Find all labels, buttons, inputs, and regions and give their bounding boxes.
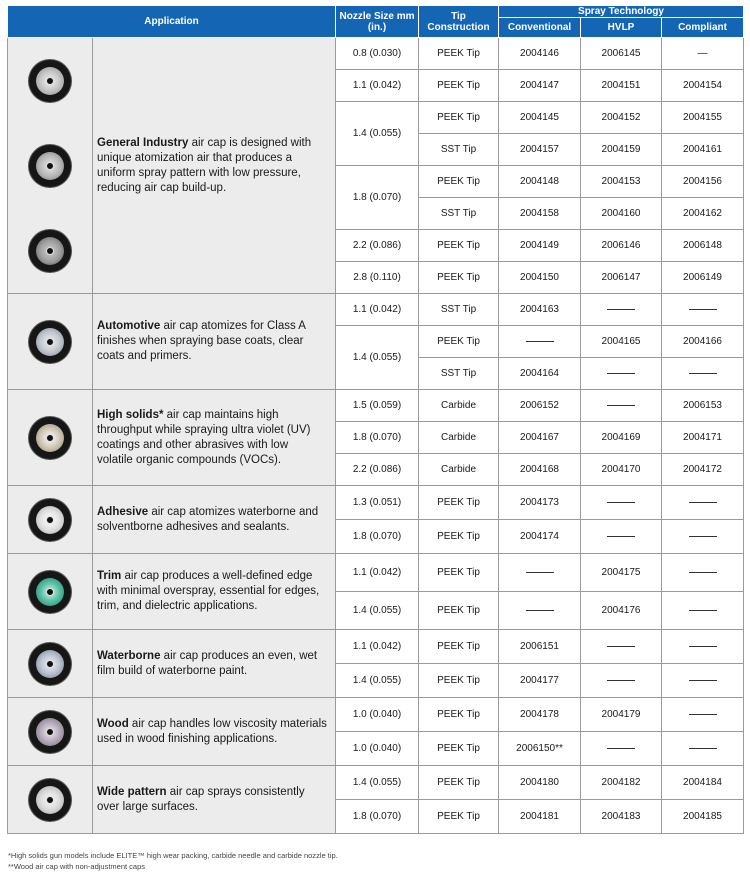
compliant-part-cell: 2004155	[662, 102, 744, 134]
compliant-part-cell	[662, 486, 744, 520]
tip-construction-cell: SST Tip	[419, 294, 499, 326]
air-cap-images	[8, 390, 93, 486]
conventional-part-cell: 2004150	[499, 262, 581, 294]
application-text: air cap is designed with unique atomization air that produces a uniform spray pattern with low pressure, reducing air cap build-up.	[97, 136, 312, 194]
application-name: Waterborne	[97, 649, 161, 662]
no-part-dash	[689, 373, 717, 374]
hvlp-part-cell: 2004160	[581, 198, 662, 230]
compliant-part-cell: —	[662, 38, 744, 70]
no-part-dash	[607, 680, 635, 681]
nozzle-size-cell: 1.8 (0.070)	[336, 422, 419, 454]
nozzle-size-cell: 1.1 (0.042)	[336, 630, 419, 664]
compliant-part-cell	[662, 520, 744, 554]
application-text: air cap atomizes waterborne and solventborne adhesives and sealants.	[97, 505, 319, 533]
no-part-dash	[607, 536, 635, 537]
conventional-part-cell: 2004178	[499, 698, 581, 732]
compliant-part-cell: 2006149	[662, 262, 744, 294]
nozzle-size-cell: 1.1 (0.042)	[336, 554, 419, 592]
application-name: Trim	[97, 570, 122, 582]
table-row	[8, 390, 744, 422]
no-part-dash	[607, 309, 635, 310]
compliant-part-cell: 2004162	[662, 198, 744, 230]
hvlp-part-cell: 2006147	[581, 262, 662, 294]
wood-cap-icon	[29, 711, 71, 753]
no-part-dash	[689, 680, 717, 681]
conventional-part-cell: 2004147	[499, 70, 581, 102]
nozzle-size-cell: 1.8 (0.070)	[336, 800, 419, 834]
no-part-dash	[526, 341, 554, 342]
compliant-part-cell: 2004184	[662, 766, 744, 800]
application-name: Adhesive	[97, 505, 149, 518]
footnotes	[8, 850, 338, 872]
no-part-dash	[689, 748, 717, 749]
no-part-dash	[689, 610, 717, 611]
header-tip-construction: Tip Construction	[419, 6, 499, 38]
table-row	[8, 554, 744, 592]
tip-construction-cell: PEEK Tip	[419, 230, 499, 262]
hvlp-part-cell	[581, 390, 662, 422]
general-industry-slotted-cap-icon	[29, 230, 71, 272]
no-part-dash	[526, 610, 554, 611]
general-industry-cap-icon	[29, 60, 71, 102]
tip-construction-cell: PEEK Tip	[419, 262, 499, 294]
header-spray-technology: Spray Technology	[499, 6, 744, 18]
air-cap-images	[8, 486, 93, 554]
conventional-part-cell: 2004158	[499, 198, 581, 230]
header-application: Application	[8, 6, 336, 38]
application-description	[93, 630, 336, 698]
tip-construction-cell: Carbide	[419, 454, 499, 486]
application-text: air cap sprays consistently over large surfaces.	[97, 785, 305, 813]
conventional-part-cell: 2004167	[499, 422, 581, 454]
hvlp-part-cell	[581, 520, 662, 554]
conventional-part-cell: 2004157	[499, 134, 581, 166]
compliant-part-cell	[662, 732, 744, 766]
no-part-dash	[689, 714, 717, 715]
tip-construction-cell: PEEK Tip	[419, 166, 499, 198]
application-description	[93, 390, 336, 486]
application-name: Wood	[97, 717, 129, 730]
tip-construction-cell: PEEK Tip	[419, 592, 499, 630]
no-part-dash	[526, 572, 554, 573]
high-solids-cap-icon	[29, 417, 71, 459]
hvlp-part-cell: 2004152	[581, 102, 662, 134]
conventional-part-cell	[499, 326, 581, 358]
compliant-part-cell: 2004154	[662, 70, 744, 102]
nozzle-size-cell: 1.1 (0.042)	[336, 294, 419, 326]
compliant-part-cell	[662, 698, 744, 732]
conventional-part-cell: 2004164	[499, 358, 581, 390]
tip-construction-cell: PEEK Tip	[419, 732, 499, 766]
tip-construction-cell: PEEK Tip	[419, 766, 499, 800]
hvlp-part-cell	[581, 664, 662, 698]
conventional-part-cell: 2004149	[499, 230, 581, 262]
hvlp-part-cell: 2004183	[581, 800, 662, 834]
hvlp-part-cell: 2004182	[581, 766, 662, 800]
compliant-part-cell: 2004166	[662, 326, 744, 358]
no-part-dash	[607, 405, 635, 406]
nozzle-size-cell: 1.4 (0.055)	[336, 326, 419, 390]
hvlp-part-cell: 2004165	[581, 326, 662, 358]
air-cap-images	[8, 766, 93, 834]
no-part-dash	[689, 502, 717, 503]
tip-construction-cell: SST Tip	[419, 198, 499, 230]
hvlp-part-cell	[581, 732, 662, 766]
conventional-part-cell: 2006152	[499, 390, 581, 422]
tip-construction-cell: PEEK Tip	[419, 38, 499, 70]
nozzle-size-cell: 2.2 (0.086)	[336, 230, 419, 262]
adhesive-cap-icon	[29, 499, 71, 541]
hvlp-part-cell: 2006145	[581, 38, 662, 70]
nozzle-size-cell: 1.1 (0.042)	[336, 70, 419, 102]
application-name: High solids*	[97, 408, 164, 421]
hvlp-part-cell: 2004176	[581, 592, 662, 630]
waterborne-cap-icon	[29, 643, 71, 685]
application-name: Wide pattern	[97, 785, 167, 798]
no-part-dash	[607, 373, 635, 374]
tip-construction-cell: PEEK Tip	[419, 102, 499, 134]
trim-cap-icon	[29, 571, 71, 613]
hvlp-part-cell: 2004151	[581, 70, 662, 102]
automotive-cap-icon	[29, 321, 71, 363]
application-name: Automotive	[97, 320, 161, 332]
table-row	[8, 294, 744, 326]
application-name: General Industry	[97, 136, 189, 149]
application-text: air cap handles low viscosity materials used in wood finishing applications.	[97, 717, 327, 745]
conventional-part-cell: 2004180	[499, 766, 581, 800]
conventional-part-cell: 2004168	[499, 454, 581, 486]
nozzle-size-cell: 1.5 (0.059)	[336, 390, 419, 422]
hvlp-part-cell: 2004159	[581, 134, 662, 166]
table-row	[8, 766, 744, 800]
no-part-dash	[689, 646, 717, 647]
table-row	[8, 630, 744, 664]
general-industry-sst-cap-icon	[29, 145, 71, 187]
application-description	[93, 766, 336, 834]
conventional-part-cell: 2004163	[499, 294, 581, 326]
tip-construction-cell: PEEK Tip	[419, 630, 499, 664]
compliant-part-cell: 2004185	[662, 800, 744, 834]
conventional-part-cell: 2004146	[499, 38, 581, 70]
application-description	[93, 486, 336, 554]
conventional-part-cell: 2006150**	[499, 732, 581, 766]
hvlp-part-cell	[581, 486, 662, 520]
compliant-part-cell	[662, 554, 744, 592]
conventional-part-cell: 2004148	[499, 166, 581, 198]
air-cap-images	[8, 38, 93, 294]
header-conventional: Conventional	[499, 18, 581, 38]
compliant-part-cell: 2004172	[662, 454, 744, 486]
no-part-dash	[607, 502, 635, 503]
tip-construction-cell: PEEK Tip	[419, 70, 499, 102]
application-description	[93, 294, 336, 390]
application-text: air cap maintains high throughput while spraying ultra violet (UV) coatings and other abrasives with low volatile organic compounds (VOCs).	[97, 408, 311, 466]
application-description	[93, 554, 336, 630]
air-cap-images	[8, 630, 93, 698]
tip-construction-cell: Carbide	[419, 422, 499, 454]
compliant-part-cell: 2006153	[662, 390, 744, 422]
hvlp-part-cell: 2004170	[581, 454, 662, 486]
tip-construction-cell: SST Tip	[419, 134, 499, 166]
no-part-dash	[607, 748, 635, 749]
conventional-part-cell: 2004174	[499, 520, 581, 554]
air-cap-images	[8, 554, 93, 630]
application-description	[93, 698, 336, 766]
nozzle-size-cell: 0.8 (0.030)	[336, 38, 419, 70]
no-part-dash	[689, 536, 717, 537]
header-compliant: Compliant	[662, 18, 744, 38]
conventional-part-cell: 2004173	[499, 486, 581, 520]
tip-construction-cell: PEEK Tip	[419, 800, 499, 834]
tip-construction-cell: PEEK Tip	[419, 554, 499, 592]
compliant-part-cell	[662, 592, 744, 630]
nozzle-size-cell: 1.8 (0.070)	[336, 166, 419, 230]
footnote-high-solids: *High solids gun models include ELITE™ high wear packing, carbide needle and carbide nozzle tip.	[8, 851, 338, 860]
compliant-part-cell: 2006148	[662, 230, 744, 262]
compliant-part-cell	[662, 294, 744, 326]
hvlp-part-cell	[581, 294, 662, 326]
tip-construction-cell: PEEK Tip	[419, 486, 499, 520]
air-cap-images	[8, 294, 93, 390]
hvlp-part-cell: 2006146	[581, 230, 662, 262]
hvlp-part-cell: 2004175	[581, 554, 662, 592]
compliant-part-cell: 2004171	[662, 422, 744, 454]
compliant-part-cell	[662, 664, 744, 698]
tip-construction-cell: PEEK Tip	[419, 698, 499, 732]
nozzle-size-cell: 1.0 (0.040)	[336, 732, 419, 766]
footnote-wood: **Wood air cap with non-adjustment caps	[8, 862, 146, 871]
table-body	[8, 38, 744, 834]
nozzle-size-cell: 1.0 (0.040)	[336, 698, 419, 732]
nozzle-size-cell: 1.4 (0.055)	[336, 592, 419, 630]
hvlp-part-cell	[581, 358, 662, 390]
hvlp-part-cell: 2004153	[581, 166, 662, 198]
air-cap-table	[7, 5, 744, 834]
conventional-part-cell: 2004181	[499, 800, 581, 834]
application-text: air cap atomizes for Class A finishes when spraying base coats, clear coats and primers.	[97, 320, 306, 362]
nozzle-size-cell: 2.2 (0.086)	[336, 454, 419, 486]
nozzle-size-cell: 1.3 (0.051)	[336, 486, 419, 520]
conventional-part-cell: 2004177	[499, 664, 581, 698]
hvlp-part-cell: 2004179	[581, 698, 662, 732]
conventional-part-cell: 2006151	[499, 630, 581, 664]
header-nozzle-size: Nozzle Size mm (in.)	[336, 6, 419, 38]
application-text: air cap produces a well-defined edge with minimal overspray, essential for edges, trim, and dielectric applications.	[97, 570, 320, 612]
no-part-dash	[689, 309, 717, 310]
hvlp-part-cell: 2004169	[581, 422, 662, 454]
no-part-dash	[607, 646, 635, 647]
application-text: air cap produces an even, wet film build of waterborne paint.	[97, 649, 318, 677]
tip-construction-cell: SST Tip	[419, 358, 499, 390]
header-hvlp: HVLP	[581, 18, 662, 38]
tip-construction-cell: PEEK Tip	[419, 520, 499, 554]
nozzle-size-cell: 2.8 (0.110)	[336, 262, 419, 294]
compliant-part-cell	[662, 358, 744, 390]
table-row	[8, 698, 744, 732]
table-row	[8, 38, 744, 70]
compliant-part-cell: 2004161	[662, 134, 744, 166]
nozzle-size-cell: 1.4 (0.055)	[336, 766, 419, 800]
compliant-part-cell	[662, 630, 744, 664]
conventional-part-cell	[499, 592, 581, 630]
nozzle-size-cell: 1.4 (0.055)	[336, 664, 419, 698]
no-part-dash	[689, 572, 717, 573]
tip-construction-cell: Carbide	[419, 390, 499, 422]
conventional-part-cell	[499, 554, 581, 592]
wide-pattern-cap-icon	[29, 779, 71, 821]
air-cap-images	[8, 698, 93, 766]
hvlp-part-cell	[581, 630, 662, 664]
compliant-part-cell: 2004156	[662, 166, 744, 198]
tip-construction-cell: PEEK Tip	[419, 326, 499, 358]
application-description	[93, 38, 336, 294]
table-row	[8, 486, 744, 520]
tip-construction-cell: PEEK Tip	[419, 664, 499, 698]
conventional-part-cell: 2004145	[499, 102, 581, 134]
nozzle-size-cell: 1.4 (0.055)	[336, 102, 419, 166]
nozzle-size-cell: 1.8 (0.070)	[336, 520, 419, 554]
